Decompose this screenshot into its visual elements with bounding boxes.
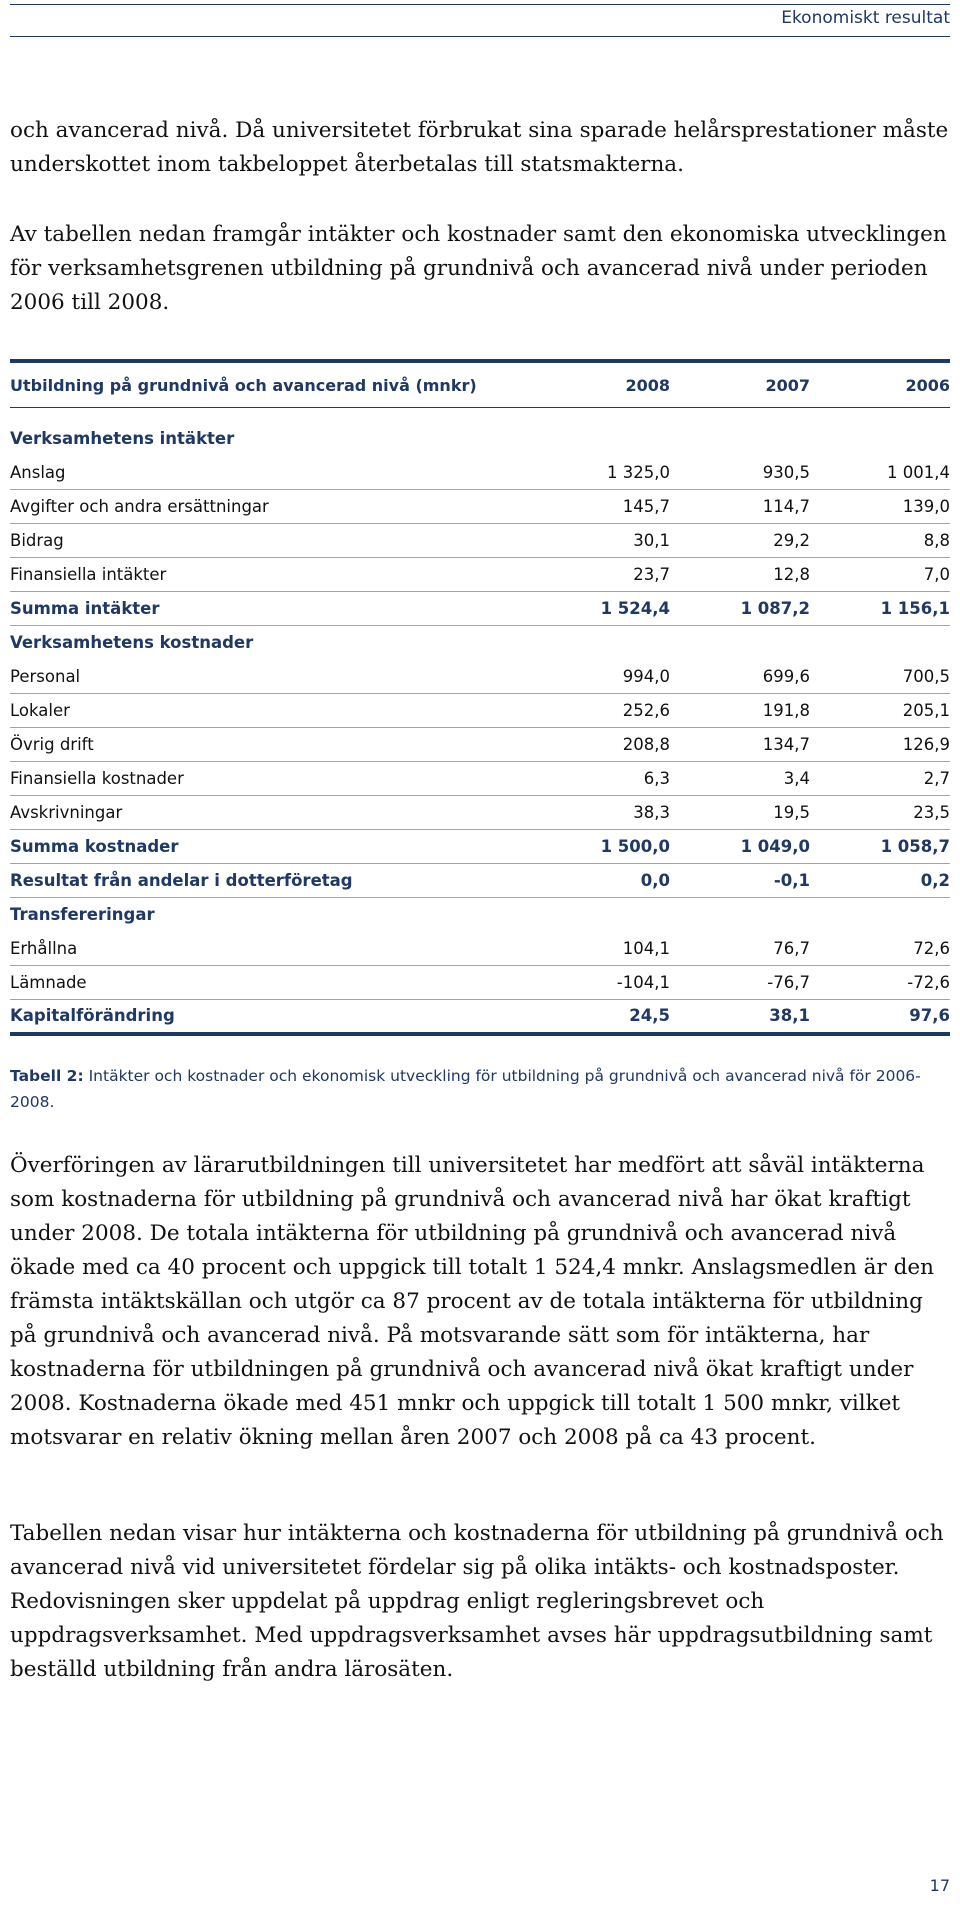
spacer-row	[10, 408, 950, 422]
row-kapitalforandring: Kapitalförändring 24,5 38,1 97,6	[10, 1000, 950, 1034]
paragraph-next-table: Tabellen nedan visar hur intäkterna och kostnaderna för utbildning på grundnivå och avancerad nivå vid universitetet fördelar sig på olika intäkts- och kostnadsposter. Redovisningen sker uppdelat på uppdrag enligt regleringsbrevet och uppdragsverksamhet. Med uppdragsverksamhet avses här uppdragsutbildning samt beställd utbildning från andra lärosäten.	[10, 1521, 944, 1682]
caption-text: Intäkter och kostnader och ekonomisk utveckling för utbildning på grundnivå och avancerad nivå för 2006-2008.	[10, 1067, 921, 1111]
header-rule	[10, 36, 950, 37]
table-title: Utbildning på grundnivå och avancerad nivå (mnkr)	[10, 375, 477, 395]
row-summa-kostnader: Summa kostnader 1 500,0 1 049,0 1 058,7	[10, 830, 950, 864]
top-rule	[10, 4, 950, 5]
row-avgifter: Avgifter och andra ersättningar 145,7 114,7 139,0	[10, 490, 950, 524]
row-summa-intakter: Summa intäkter 1 524,4 1 087,2 1 156,1	[10, 592, 950, 626]
row-ovrig-drift: Övrig drift 208,8 134,7 126,9	[10, 728, 950, 762]
row-lamnade: Lämnade -104,1 -76,7 -72,6	[10, 966, 950, 1000]
row-personal: Personal 994,0 699,6 700,5	[10, 660, 950, 694]
paragraph-table-intro: Av tabellen nedan framgår intäkter och kostnader samt den ekonomiska utvecklingen för verksamhetsgrenen utbildning på grundnivå och avancerad nivå under perioden 2006 till 2008.	[10, 222, 947, 315]
running-header: Ekonomiskt resultat	[781, 8, 950, 28]
col-2006: 2006	[905, 375, 950, 395]
table-header-row	[10, 361, 950, 408]
caption-prefix: Tabell 2:	[10, 1067, 84, 1085]
row-erhallna: Erhållna 104,1 76,7 72,6	[10, 932, 950, 966]
row-lokaler: Lokaler 252,6 191,8 205,1	[10, 694, 950, 728]
table-caption	[10, 1063, 950, 1115]
row-resultat-andelar: Resultat från andelar i dotterföretag 0,0 -0,1 0,2	[10, 864, 950, 898]
financial-table	[10, 359, 950, 1036]
section-income: Verksamhetens intäkter	[10, 429, 235, 448]
paragraph-analysis: Överföringen av lärarutbildningen till universitetet har medfört att såväl intäkterna som kostnaderna för utbildning på grundnivå och avancerad nivå har ökat kraftigt under 2008. De totala intäkterna för utbildning på grundnivå och avancerad nivå ökade med ca 40 procent och uppgick till totalt 1 524,4 mnkr. Anslagsmedlen är den främsta intäktskällan och utgör ca 87 procent av de totala intäkterna för utbildning på grundnivå och avancerad nivå. På motsvarande sätt som för intäkterna, har kostnaderna för utbildningen på grundnivå och avancerad nivå ökat kraftigt under 2008. Kostnaderna ökade med 451 mnkr och uppgick till totalt 1 500 mnkr, vilket motsvarar en relativ ökning mellan åren 2007 och 2008 på ca 43 procent.	[10, 1153, 934, 1450]
col-2008: 2008	[625, 375, 670, 395]
section-costs: Verksamhetens kostnader	[10, 633, 254, 653]
row-finansiella-kostnader: Finansiella kostnader 6,3 3,4 2,7	[10, 762, 950, 796]
row-bidrag: Bidrag 30,1 29,2 8,8	[10, 524, 950, 558]
section-transfers: Transfereringar	[10, 905, 155, 925]
row-finansiella-intakter: Finansiella intäkter 23,7 12,8 7,0	[10, 558, 950, 592]
paragraph-intro: och avancerad nivå. Då universitetet förbrukat sina sparade helårsprestationer måste underskottet inom takbeloppet återbetalas till statsmakterna.	[10, 118, 949, 177]
row-anslag: Anslag 1 325,0 930,5 1 001,4	[10, 456, 950, 490]
row-avskrivningar: Avskrivningar 38,3 19,5 23,5	[10, 796, 950, 830]
col-2007: 2007	[765, 375, 810, 395]
page-number: 17	[929, 1876, 950, 1895]
